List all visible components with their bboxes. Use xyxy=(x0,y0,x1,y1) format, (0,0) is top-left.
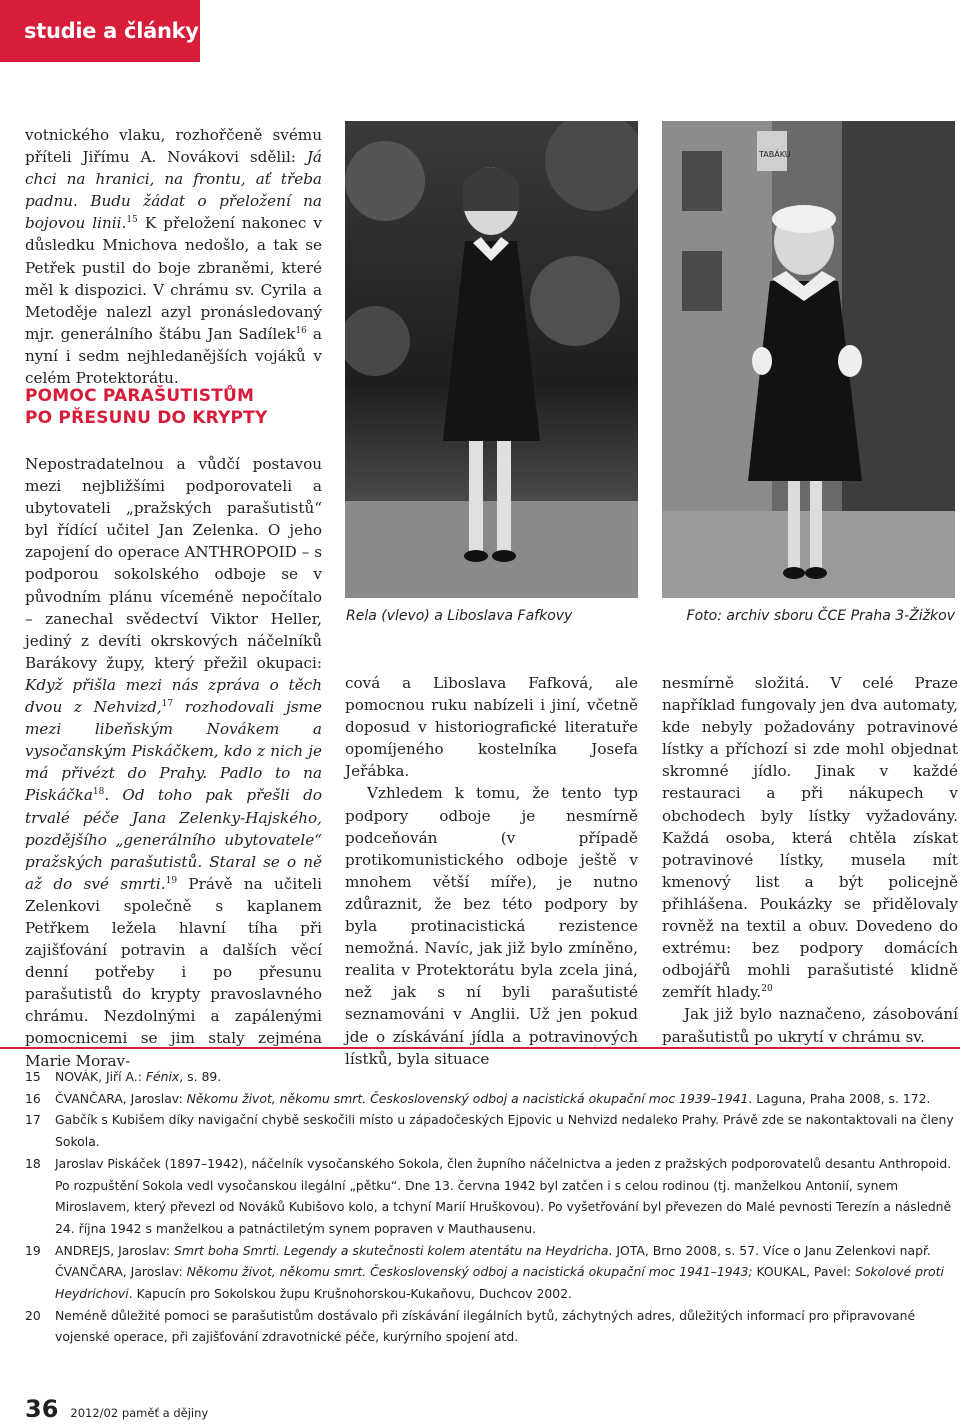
footnote: 17 Gabčík s Kubišem díky navigační chybě seskočili místo u západočeských Ejpovic u Nehvizd nedaleko Prahy. Právě zde se nakontaktovali na členy Sokola. xyxy=(25,1112,954,1150)
page-number: 36 xyxy=(25,1395,59,1423)
paragraph: Jak již bylo naznačeno, zásobování parašutistů po ukrytí v chrámu sv. xyxy=(662,1005,958,1046)
footnote-divider xyxy=(0,1047,960,1049)
footnote: 19 ANDREJS, Jaroslav: Smrt boha Smrti. Legendy a skutečnosti kolem atentátu na Heydricha. JOTA, Brno 2008, s. 57. Více o Janu Zelenkovi např. ČVANČARA, Jaroslav: Někomu život, někomu smrt. Československý odboj a nacistická okupační moc 1941–1943; KOUKAL, Pavel: Sokolové proti Heydrichovi. Kapucín pro Sokolskou župu Krušnohorskou-Kukaňovu, Duchcov 2002. xyxy=(25,1242,944,1302)
column-2 xyxy=(345,672,638,1070)
photo-credit: Foto: archiv sboru ČCE Praha 3-Žižkov xyxy=(686,608,955,624)
shop-sign: TABÁKU xyxy=(759,150,791,159)
paragraph: nesmírně složitá. V celé Praze například fungovaly jen dva automaty, kde nebyly požadovány potravinové lístky a příchozí si zde mohl objednat skromné jídlo. Jinak v každé restauraci a při nákupech v obchodech byly lístky vyžadovány. Každá osoba, která chtěla získat potravinové lístky, musela mít kmenový list a být policejně přihlášena. Poukázky se přidělovaly rovněž na textil a obuv. Dovedeno do extrému: bez podpory domácích odbojářů mohli parašutisté klidně zemřít hlady.$^{20}$ xyxy=(662,674,958,1002)
column-1-bottom xyxy=(25,453,322,1072)
footnote: 20 Neméně důležité pomoci se parašutistům dostávalo při získávání ilegálních bytů, záchytných adres, důležitých informací pro připravované vojenské operace, při zajišťování zdravotnické péče, kurýrního spojení atd. xyxy=(25,1307,916,1345)
column-3 xyxy=(662,672,958,1048)
footnote: 15 NOVÁK, Jiří A.: Fénix, s. 89. xyxy=(25,1069,222,1084)
footnote: 18 Jaroslav Piskáček (1897–1942), náčelník vysočanského Sokola, člen župního náčelnictva a jeden z pražských podporovatelů desantu Anthropoid. Po rozpuštění Sokola vedl vysočanskou ilegální „pětku“. Dne 13. června 1942 byl zatčen i s celou rodinou (tj. manželkou Antonií, synem Miroslavem, který převezl od Nováků Kubišovo kolo, a tchyní Marií Hruškovou). Po vyšetřování byl převezen do Malé pevnosti Terezín a následně 24. října 1942 s manželkou a patnáctiletým synem popraven v Mauthausenu. xyxy=(25,1155,952,1236)
paragraph: Vzhledem k tomu, že tento typ podpory odboje je nesmírně podceňován (v případě protikomunistického odboje ještě v mnohem větší míře), je nutno zdůraznit, že bez této podpory by byla protinacistická rezistence nemožná. Navíc, jak již bylo zmíněno, realita v Protektorátu byla zcela jiná, než jak s ní byli parašutisté seznamováni v Anglii. Už jen pokud jde o získávání jídla a potravinových lístků, byla situace xyxy=(345,784,638,1068)
section-heading: POMOC PARAŠUTISTŮM PO PŘESUNU DO KRYPTY xyxy=(25,386,268,428)
photo-caption-left: Rela (vlevo) a Liboslava Fafkovy xyxy=(346,608,573,624)
paragraph: cová a Liboslava Fafková, ale pomocnou ruku nabízeli i jiní, včetně doposud v historiografické literatuře opomíjeného kostelníka Josefa Jeřábka. xyxy=(345,674,638,781)
page-footer xyxy=(25,1395,208,1423)
footnote: 16 ČVANČARA, Jaroslav: Někomu život, někomu smrt. Československý odboj a nacistická okupační moc 1939–1941. Laguna, Praha 2008, s. 172. xyxy=(25,1090,931,1106)
paragraph: Nepostradatelnou a vůdčí postavou mezi nejbližšími podporovateli a ubytovateli „pražských parašutistů“ byl řídící učitel Jan Zelenka. O jeho zapojení do operace ANTHROPOID – s podporou sokolského odboje se v původním plánu víceméně nepočítalo – zanechal svědectví Viktor Heller, jediný z devíti okrskových náčelníků Barákovy župy, který přežil okupaci: Když přišla mezi nás zpráva o těch dvou z Nehvizd,$^{17}$ rozhodovali jsme mezi libeňským Novákem a vysočanským Piskáčkem, kdo z nich je má přivézt do Prahy. Padlo to na Piskáčka$^{18}$. Od toho pak přešli do trvalé péče Jana Zelenky-Hajského, pozdějšího „generálního ubytovatele“ pražských parašutistů. Staral se o ně až do své smrti.$^{19}$ Právě na učiteli Zelenkovi společně s kaplanem Petřkem ležela hlavní tíha při zajišťování potravin a dalších věcí denní potřeby i po přesunu parašutistů do krypty pravoslavného chrámu. Nezdolnými a zapálenými pomocnicemi se jim staly zejména Marie Morav- xyxy=(25,455,323,1070)
issue-label: 2012/02 paměť a dějiny xyxy=(70,1406,209,1420)
photo-rela-fafkova xyxy=(345,121,638,598)
column-1-top xyxy=(25,124,322,389)
paragraph: votnického vlaku, rozhořčeně svému příteli Jiřímu A. Novákovi sdělil: Já chci na hranici, na frontu, ať třeba padnu. Budu žádat o přeložení na bojovou linii.$^{15}$ K přeložení nakonec v důsledku Mnichova nedošlo, a tak se Petřek pustil do boje zbraněmi, které měl k dispozici. V chrámu sv. Cyrila a Metoděje nalezl azyl pronásledovaný mjr. generálního štábu Jan Sadílek$^{16}$ a nyní i sedm nejhledanějších vojáků v celém Protektorátu. xyxy=(25,126,323,388)
section-tag: studie a články xyxy=(0,0,200,62)
footnotes xyxy=(25,1066,960,1348)
photo-liboslava-fafkova xyxy=(662,121,955,598)
